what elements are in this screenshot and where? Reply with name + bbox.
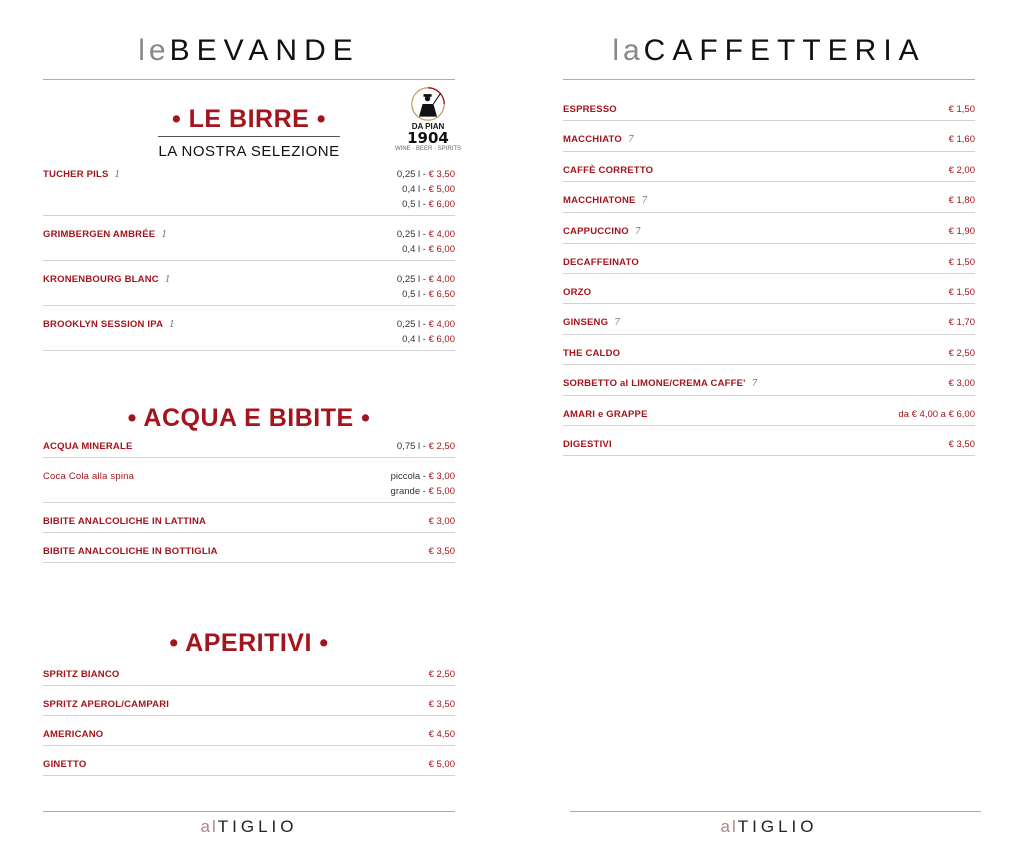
menu-item [563,335,975,365]
price: € 1,70 [948,317,975,328]
item-name [563,132,634,148]
item-name [563,224,641,240]
item-name-text: AMARI e GRAPPE [563,409,648,420]
item-name-text: TUCHER PILS [43,169,109,180]
price: € 4,00 [428,229,455,240]
price: € 4,00 [428,319,455,330]
size: 0,4 l - [402,184,429,195]
price-line [397,332,455,347]
item-prices [397,167,455,212]
price: € 4,00 [428,274,455,285]
price-line [429,757,455,772]
title-main: CAFFETTERIA [643,34,926,67]
allergen-code: 7 [641,196,648,206]
allergen-code: 1 [164,275,171,285]
section-heading-acqua: • ACQUA E BIBITE • [127,404,371,432]
item-name [43,697,169,712]
menu-item [43,746,455,776]
price: € 6,00 [428,334,455,345]
divider [570,811,981,812]
price-line [397,182,455,197]
item-name [43,667,120,682]
item-name [563,285,591,300]
item-name-text: SPRITZ APEROL/CAMPARI [43,699,170,710]
price-line [949,102,975,117]
menu-item [43,216,455,261]
divider [158,136,340,137]
price-line [397,272,455,287]
item-name [43,167,120,212]
price-line [949,346,975,361]
price-line [429,727,455,742]
price: € 2,50 [428,669,455,680]
price: € 5,00 [428,759,455,770]
item-name [43,514,206,529]
aperitivi-list [43,656,455,776]
size: 0,25 l - [396,274,429,285]
item-name [43,439,133,454]
menu-item [563,396,975,426]
section-heading-birre: • LE BIRRE • [171,105,327,133]
item-name-text: THE CALDO [563,348,621,359]
price-line [397,167,455,182]
item-name [43,544,218,559]
price-line [391,469,455,484]
price-line [397,227,455,242]
item-name-text: DIGESTIVI [563,439,612,450]
logo-brand: DA PIAN [411,122,445,131]
item-prices [949,255,975,270]
item-prices [949,102,975,117]
price-line [949,285,975,300]
item-name-text: SPRITZ BIANCO [43,669,120,680]
menu-item [43,458,455,503]
allergen-code: 7 [751,379,758,389]
size: 0,4 l - [402,334,429,345]
item-name-text: Coca Cola alla spina [43,471,135,482]
menu-item [563,213,975,244]
page-title-caffetteria [563,34,975,68]
item-name [563,315,620,331]
item-name-text: ESPRESSO [563,104,617,115]
menu-item [43,656,455,686]
menu-item [563,244,975,274]
item-name [563,346,620,361]
price-line [397,242,455,257]
price-line [429,514,455,529]
size: 0,25 l - [396,169,429,180]
price-line [397,317,455,332]
logo-year: 1904 [407,129,449,147]
price: € 6,00 [428,199,455,210]
menu-item [43,306,455,351]
size: piccola - [390,471,429,482]
item-prices [397,227,455,257]
price: da € 4,00 a € 6,00 [898,409,975,420]
price: € 3,50 [428,169,455,180]
price-line [429,544,455,559]
allergen-code: 1 [161,230,168,240]
price-line [949,224,975,239]
item-prices [898,407,975,422]
item-name [563,102,617,117]
item-prices [949,163,975,178]
item-name [43,469,134,499]
allergen-code: 7 [627,135,634,145]
menu-item [43,503,455,533]
item-name-text: SORBETTO al LIMONE/CREMA CAFFE' [563,378,746,389]
item-prices [949,224,975,240]
item-name-text: BIBITE ANALCOLICHE IN LATTINA [43,516,207,527]
size: 0,5 l - [402,199,429,210]
allergen-code: 1 [169,320,176,330]
menu-item [43,716,455,746]
item-name [43,272,171,302]
logo-tagline: WINE · BEER · SPIRITS [395,146,462,152]
size: grande - [390,486,429,497]
size: 0,25 l - [396,319,429,330]
menu-item [563,365,975,396]
item-name [563,437,612,452]
item-prices [429,757,455,772]
price: € 2,00 [948,165,975,176]
footer-brand [563,817,975,837]
item-name-text: AMERICANO [43,729,104,740]
price-line [429,667,455,682]
price-line [949,315,975,330]
menu-item [563,426,975,456]
item-prices [429,514,455,529]
size: 0,4 l - [402,244,429,255]
item-prices [429,544,455,559]
menu-item [563,304,975,335]
menu-item [563,182,975,213]
item-prices [949,193,975,209]
price: € 1,50 [948,257,975,268]
acqua-list [43,428,455,563]
price: € 1,90 [948,226,975,237]
size: 0,5 l - [402,289,429,300]
price-line [949,163,975,178]
price-line [429,697,455,712]
item-name-text: ORZO [563,287,592,298]
price: € 4,50 [428,729,455,740]
price-line [898,407,975,422]
item-name-text: MACCHIATO [563,134,622,145]
birre-list [43,156,455,351]
item-name-text: CAPPUCCINO [563,226,629,237]
price: € 3,50 [428,546,455,557]
item-prices [949,315,975,331]
footer-main: TIGLIO [737,817,818,836]
price-line [949,132,975,147]
item-prices [397,439,455,454]
title-main: BEVANDE [169,34,360,67]
price-line [949,193,975,208]
menu-item [563,152,975,182]
menu-item [43,428,455,458]
item-name [563,255,639,270]
divider [43,811,455,812]
price-line [949,376,975,391]
size: 0,25 l - [396,229,429,240]
section-heading-aperitivi: • APERITIVI • [169,629,329,657]
da-pian-logo [395,86,462,153]
item-prices [429,727,455,742]
item-prices [397,272,455,302]
divider [43,79,455,80]
allergen-code: 7 [634,227,641,237]
item-prices [949,132,975,148]
item-prices [397,317,455,347]
price: € 3,50 [428,699,455,710]
price-line [391,484,455,499]
menu-item [43,533,455,563]
divider [563,79,975,80]
item-name [43,727,103,742]
menu-item [563,274,975,304]
size: 0,75 l - [396,441,429,452]
item-prices [949,285,975,300]
price: € 1,60 [948,134,975,145]
price: € 5,00 [428,486,455,497]
price: € 1,80 [948,195,975,206]
item-prices [949,376,975,392]
item-name-text: KRONENBOURG BLANC [43,274,159,285]
item-name [43,227,167,257]
price: € 2,50 [948,348,975,359]
menu-item [563,91,975,121]
price-line [397,439,455,454]
item-name [43,757,86,772]
allergen-code: 7 [614,318,621,328]
section-subheading: LA NOSTRA SELEZIONE [158,143,340,160]
item-name [563,163,653,178]
item-name [563,193,648,209]
item-prices [949,346,975,361]
item-name-text: GINETTO [43,759,87,770]
price-line [949,437,975,452]
item-name [43,317,175,347]
price-line [397,287,455,302]
caffetteria-list [563,91,975,456]
menu-item [43,261,455,306]
item-name-text: MACCHIATONE [563,195,636,206]
menu-item [43,686,455,716]
price-line [949,255,975,270]
footer-main: TIGLIO [217,817,298,836]
footer-prefix: al [200,817,218,836]
footer-prefix: al [720,817,738,836]
price: € 2,50 [428,441,455,452]
item-name [563,407,648,422]
footer-brand [43,817,455,837]
menu-item [43,156,455,216]
page-title-bevande [43,34,455,68]
item-name [563,376,758,392]
item-name-text: DECAFFEINATO [563,257,639,268]
item-name-text: BROOKLYN SESSION IPA [43,319,164,330]
item-prices [391,469,455,499]
price: € 3,00 [948,378,975,389]
price: € 6,50 [428,289,455,300]
item-name-text: BIBITE ANALCOLICHE IN BOTTIGLIA [43,546,218,557]
item-prices [949,437,975,452]
item-name-text: GRIMBERGEN AMBRÉE [43,229,156,240]
price: € 3,00 [428,516,455,527]
price: € 1,50 [948,104,975,115]
item-prices [429,667,455,682]
price: € 3,00 [428,471,455,482]
allergen-code: 1 [114,170,121,180]
item-name-text: ACQUA MINERALE [43,441,133,452]
title-prefix: le [138,34,170,67]
price: € 6,00 [428,244,455,255]
logo-emblem-icon [410,86,446,122]
price-line [397,197,455,212]
price: € 5,00 [428,184,455,195]
item-name-text: GINSENG [563,317,609,328]
title-prefix: la [612,34,644,67]
price: € 3,50 [948,439,975,450]
item-prices [429,697,455,712]
menu-item [563,121,975,152]
price: € 1,50 [948,287,975,298]
item-name-text: CAFFÈ CORRETTO [563,165,654,176]
